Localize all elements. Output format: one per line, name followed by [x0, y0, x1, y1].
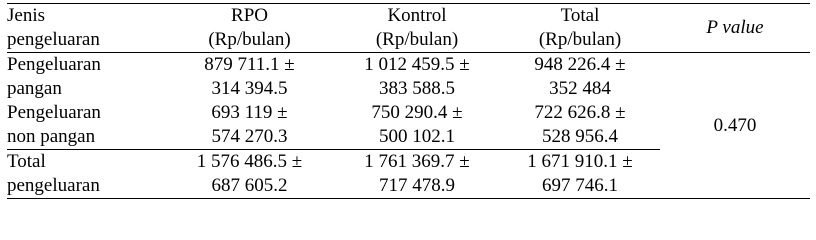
- row-label: Total pengeluaran: [7, 150, 165, 199]
- row-label: Pengeluaran non pangan: [7, 102, 101, 147]
- cell-total: 1 671 910.1 ± 697 746.1: [500, 150, 660, 199]
- header-kontrol: Kontrol (Rp/bulan): [334, 4, 500, 53]
- row-label: Pengeluaran pangan: [7, 54, 101, 99]
- cell-p-value: 0.470: [660, 53, 810, 199]
- cell-rpo: 1 576 486.5 ± 687 605.2: [165, 150, 334, 199]
- cell-total: 722 626.8 ± 528 956.4: [534, 102, 626, 147]
- header-total: Total (Rp/bulan): [500, 4, 660, 53]
- cell-kontrol: 1 012 459.5 ± 383 588.5: [364, 54, 470, 99]
- cell-kontrol: 750 290.4 ± 500 102.1: [371, 102, 463, 147]
- header-p-value: P value: [660, 4, 810, 53]
- header-rpo: RPO (Rp/bulan): [165, 4, 334, 53]
- table-row-pengeluaran-pangan: [7, 53, 810, 102]
- cell-rpo: 879 711.1 ± 314 394.5: [204, 54, 295, 99]
- cell-total: 948 226.4 ± 352 484: [534, 54, 626, 99]
- cell-kontrol: 1 761 369.7 ± 717 478.9: [334, 150, 500, 199]
- cell-rpo: 693 119 ± 574 270.3: [211, 102, 288, 147]
- header-jenis-pengeluaran: Jenis pengeluaran: [7, 4, 165, 53]
- expenditure-table: [7, 3, 810, 199]
- header-row: [7, 4, 810, 53]
